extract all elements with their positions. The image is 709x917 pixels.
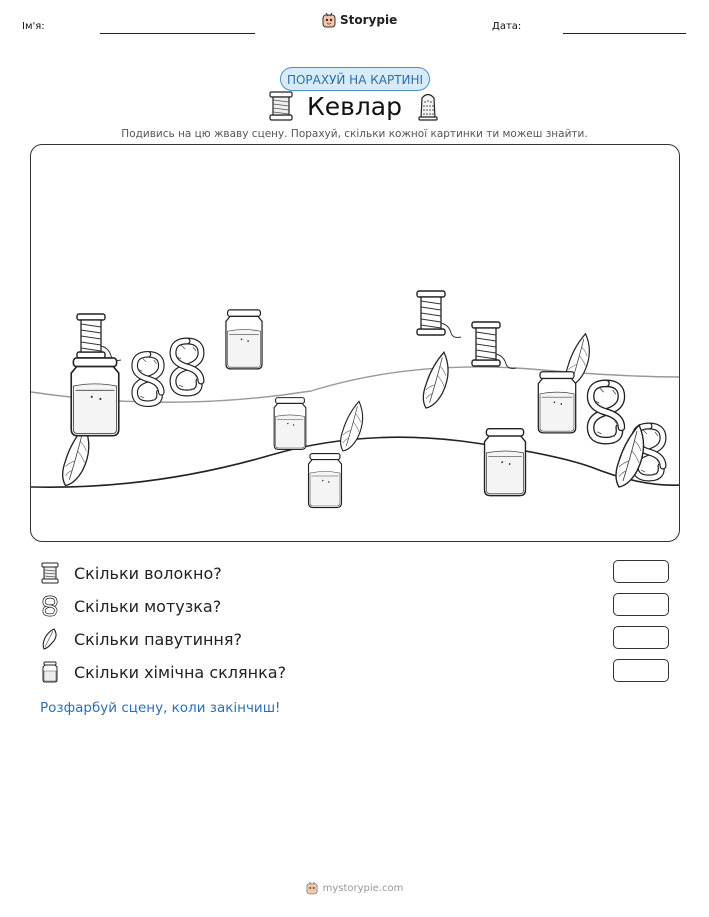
question-row-rope: [40, 594, 221, 618]
question-label: Скільки мотузка?: [74, 596, 222, 616]
coloring-instruction: Розфарбуй сцену, коли закінчиш!: [40, 700, 281, 716]
name-label: Ім'я:: [22, 21, 45, 32]
date-label: Дата:: [492, 21, 522, 32]
page-title: Кевлар: [306, 92, 403, 121]
scene-drawing: [31, 145, 680, 542]
footer-url[interactable]: mystorypie.com: [322, 882, 404, 894]
question-row-jar: [40, 660, 286, 684]
rope-icon: [173, 341, 201, 393]
mascot-icon: [306, 881, 318, 895]
brand-logo: [322, 12, 397, 28]
jar-icon: [538, 372, 575, 433]
answer-box-web[interactable]: [613, 626, 669, 649]
question-label: Скільки волокно?: [74, 563, 222, 583]
mascot-icon: [322, 12, 336, 28]
count-badge: ПОРАХУЙ НА КАРТИНІ: [280, 67, 430, 91]
jar-icon: [274, 398, 306, 450]
spool-icon: [472, 322, 516, 369]
instructions: Подивись на цю жваву сцену. Порахуй, скільки кожної картинки ти можеш знайти.: [121, 128, 588, 140]
jar-icon: [485, 429, 526, 496]
counting-scene: [30, 144, 680, 542]
rope-icon: [591, 383, 622, 440]
date-line: [563, 33, 686, 34]
answer-box-rope[interactable]: [613, 593, 669, 616]
name-line: [100, 33, 255, 34]
answer-box-fiber[interactable]: [613, 560, 669, 583]
answer-box-jar[interactable]: [613, 659, 669, 682]
jar-icon: [309, 454, 342, 508]
spool-icon: [77, 314, 121, 361]
leaf-web-icon: [40, 628, 60, 650]
question-row-fiber: [40, 561, 222, 585]
leaf-web-icon: [341, 401, 363, 451]
jar-icon: [71, 358, 119, 436]
rope-icon: [40, 595, 60, 617]
brand-name: Storypie: [340, 13, 398, 27]
spool-icon: [40, 562, 60, 584]
rope-icon: [135, 354, 162, 403]
leaf-web-icon: [423, 352, 448, 408]
question-row-web: [40, 627, 242, 651]
spool-icon: [417, 291, 461, 338]
thimble-icon: [416, 90, 440, 122]
jar-icon: [226, 310, 262, 369]
footer: [0, 881, 709, 895]
jar-icon: [40, 661, 60, 683]
question-label: Скільки павутиння?: [74, 629, 243, 649]
question-label: Скільки хімічна склянка?: [74, 662, 287, 682]
